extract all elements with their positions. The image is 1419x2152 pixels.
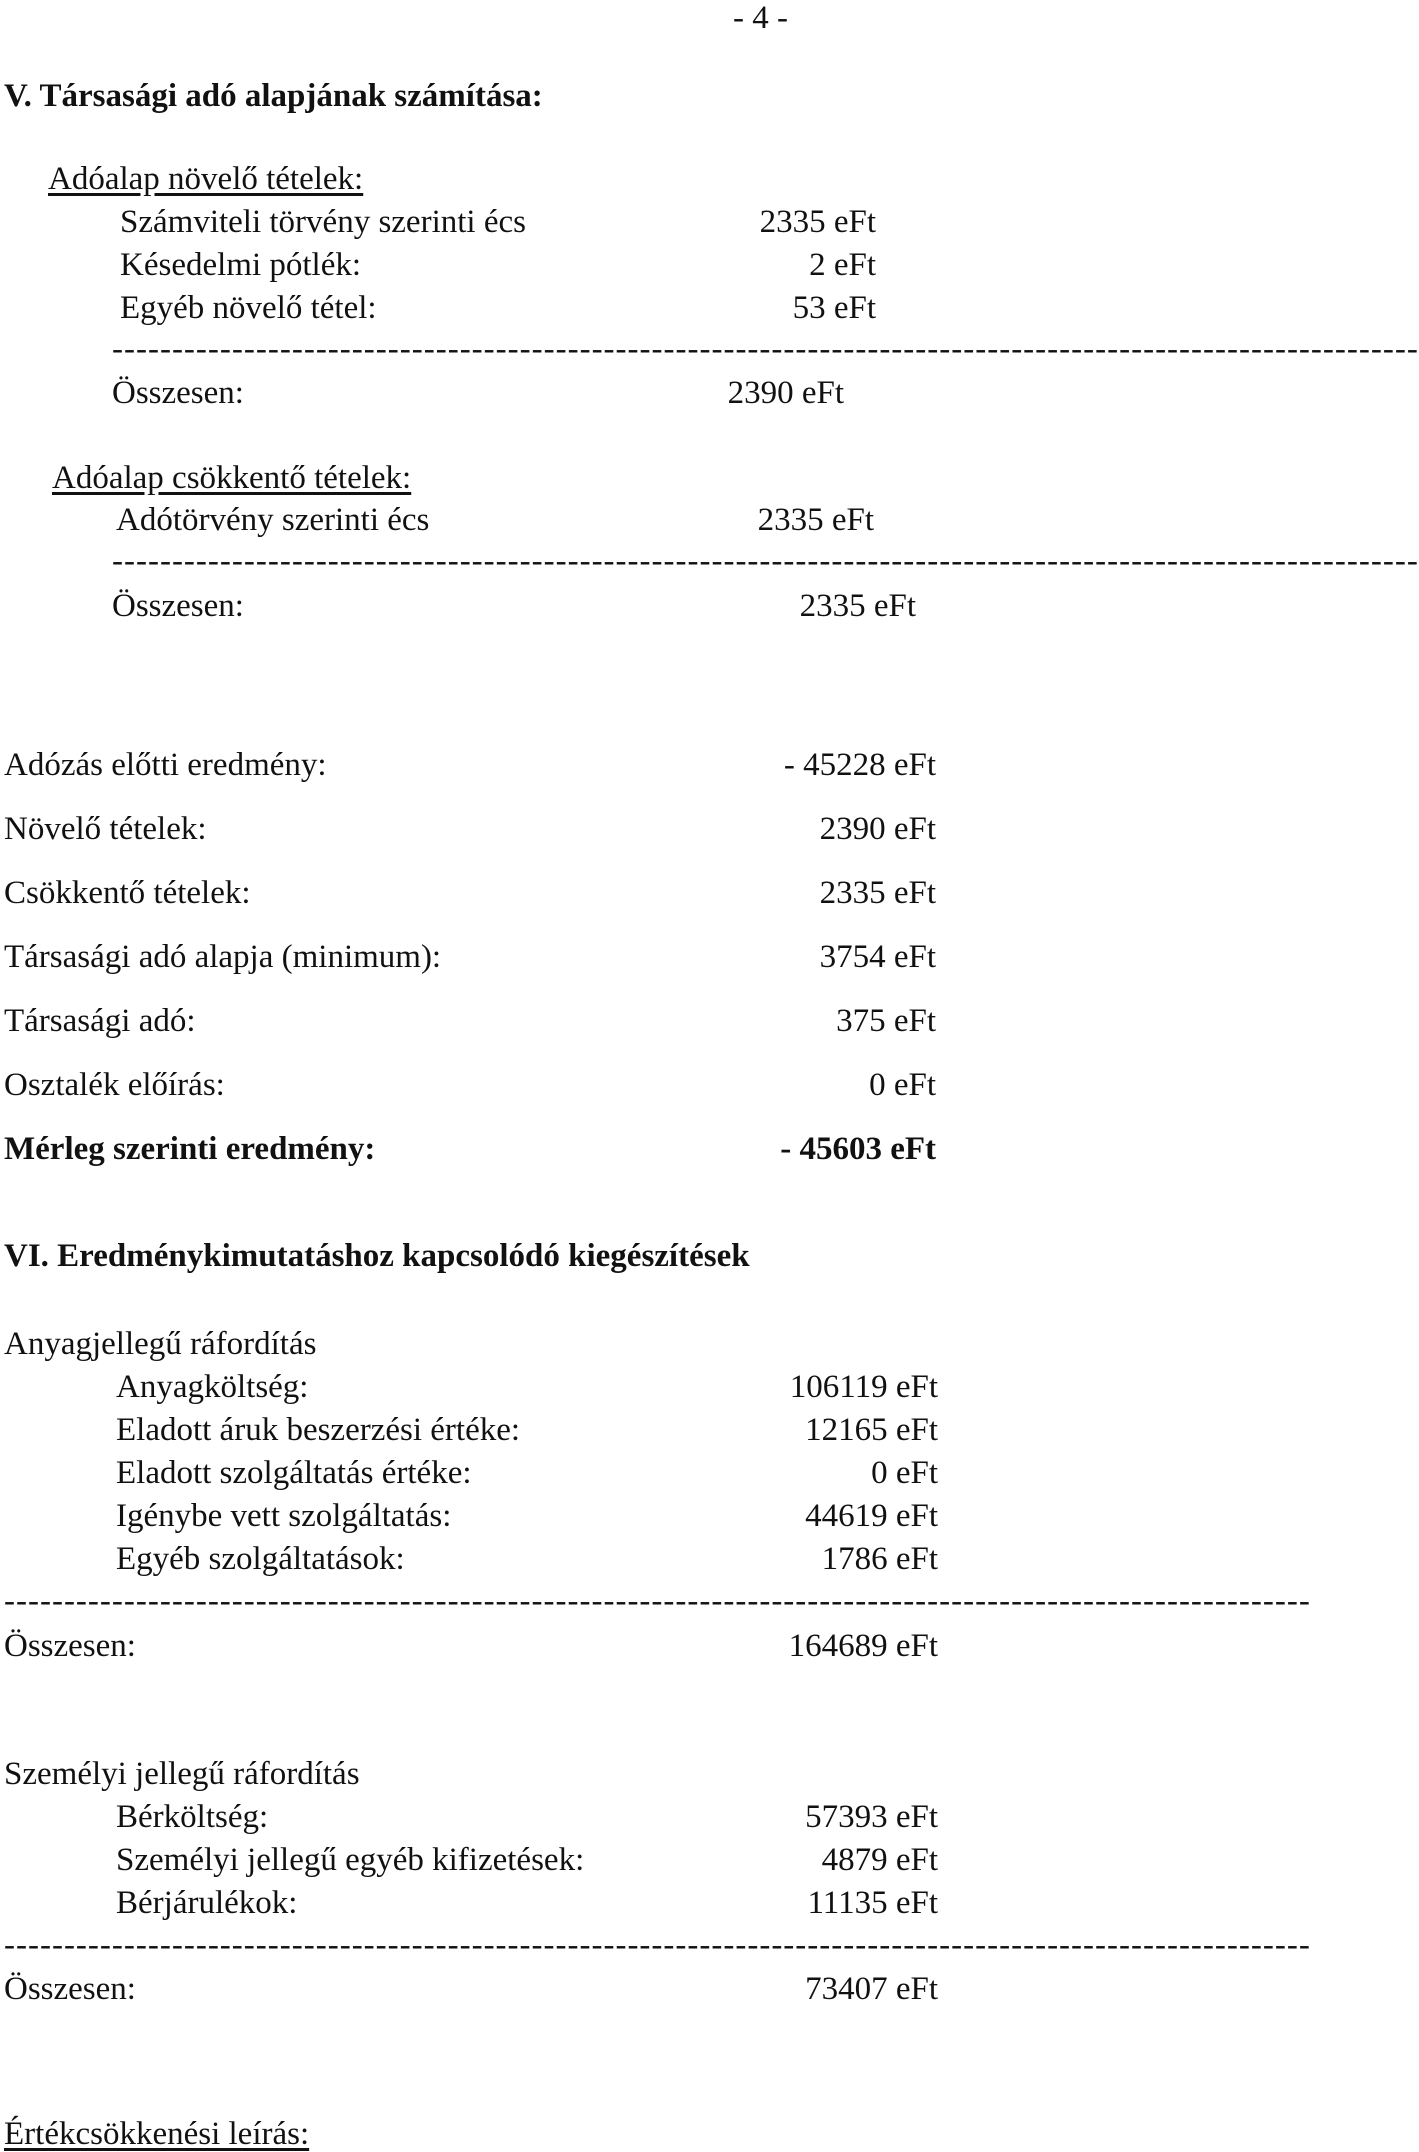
increase-item-value: 53 eFt — [792, 290, 876, 326]
increase-total-value: 2390 eFt — [727, 375, 844, 411]
material-item-label: Igénybe vett szolgáltatás: — [116, 1498, 452, 1534]
material-item-value: 1786 eFt — [821, 1541, 938, 1577]
increase-item-label: Késedelmi pótlék: — [120, 247, 362, 283]
summary-label: Osztalék előírás: — [4, 1067, 225, 1103]
personnel-item-value: 4879 eFt — [821, 1842, 938, 1878]
decrease-total-value: 2335 eFt — [799, 588, 916, 624]
summary-value: 3754 eFt — [819, 939, 936, 975]
summary-label-result: Mérleg szerinti eredmény: — [4, 1131, 376, 1167]
personnel-item-value: 11135 eFt — [807, 1885, 938, 1921]
page-number: - 4 - — [733, 0, 788, 36]
summary-label: Társasági adó: — [4, 1003, 196, 1039]
increase-heading: Adóalap növelő tételek: — [48, 161, 364, 197]
increase-item-label: Egyéb növelő tétel: — [120, 290, 377, 326]
summary-value: - 45228 eFt — [783, 747, 936, 783]
separator-line: ------------------------------------------------------------------------------------------------------------- — [112, 331, 1419, 367]
material-item-label: Anyagköltség: — [116, 1369, 309, 1405]
personnel-total-label: Összesen: — [4, 1971, 136, 2007]
summary-value: 0 eFt — [869, 1067, 936, 1103]
material-item-label: Egyéb szolgáltatások: — [116, 1541, 405, 1577]
personnel-total-value: 73407 eFt — [805, 1971, 938, 2007]
increase-item-label: Számviteli törvény szerinti écs — [120, 204, 526, 240]
material-total-value: 164689 eFt — [788, 1628, 938, 1664]
material-item-label: Eladott szolgáltatás értéke: — [116, 1455, 472, 1491]
increase-item-value: 2335 eFt — [759, 204, 876, 240]
summary-value: 2390 eFt — [819, 811, 936, 847]
summary-value: 2335 eFt — [819, 875, 936, 911]
separator-line: ------------------------------------------------------------------------------------------------------------- — [112, 543, 1419, 579]
material-item-value: 106119 eFt — [789, 1369, 938, 1405]
decrease-heading: Adóalap csökkentő tételek: — [52, 460, 412, 496]
increase-total-label: Összesen: — [112, 375, 244, 411]
material-item-value: 12165 eFt — [805, 1412, 938, 1448]
decrease-item-label: Adótörvény szerinti écs — [116, 502, 430, 538]
material-item-label: Eladott áruk beszerzési értéke: — [116, 1412, 521, 1448]
personnel-heading: Személyi jellegű ráfordítás — [4, 1756, 360, 1792]
decrease-item-value: 2335 eFt — [757, 502, 874, 538]
material-item-value: 44619 eFt — [805, 1498, 938, 1534]
depreciation-heading: Értékcsökkenési leírás: — [4, 2116, 310, 2152]
personnel-item-label: Bérjárulékok: — [116, 1885, 298, 1921]
separator-line: ------------------------------------------------------------------------------------------------------------- — [4, 1583, 1311, 1619]
personnel-item-value: 57393 eFt — [805, 1799, 938, 1835]
section-v-title: V. Társasági adó alapjának számítása: — [4, 78, 543, 114]
summary-label: Társasági adó alapja (minimum): — [4, 939, 442, 975]
personnel-item-label: Személyi jellegű egyéb kifizetések: — [116, 1842, 585, 1878]
material-heading: Anyagjellegű ráfordítás — [4, 1326, 317, 1362]
summary-label: Növelő tételek: — [4, 811, 207, 847]
summary-label: Adózás előtti eredmény: — [4, 747, 327, 783]
separator-line: ------------------------------------------------------------------------------------------------------------- — [4, 1927, 1311, 1963]
summary-label: Csökkentő tételek: — [4, 875, 251, 911]
summary-value-result: - 45603 eFt — [780, 1131, 936, 1167]
material-total-label: Összesen: — [4, 1628, 136, 1664]
section-vi-title: VI. Eredménykimutatáshoz kapcsolódó kiegészítések — [4, 1238, 750, 1274]
personnel-item-label: Bérköltség: — [116, 1799, 269, 1835]
material-item-value: 0 eFt — [871, 1455, 938, 1491]
increase-item-value: 2 eFt — [809, 247, 876, 283]
decrease-total-label: Összesen: — [112, 588, 244, 624]
summary-value: 375 eFt — [836, 1003, 936, 1039]
